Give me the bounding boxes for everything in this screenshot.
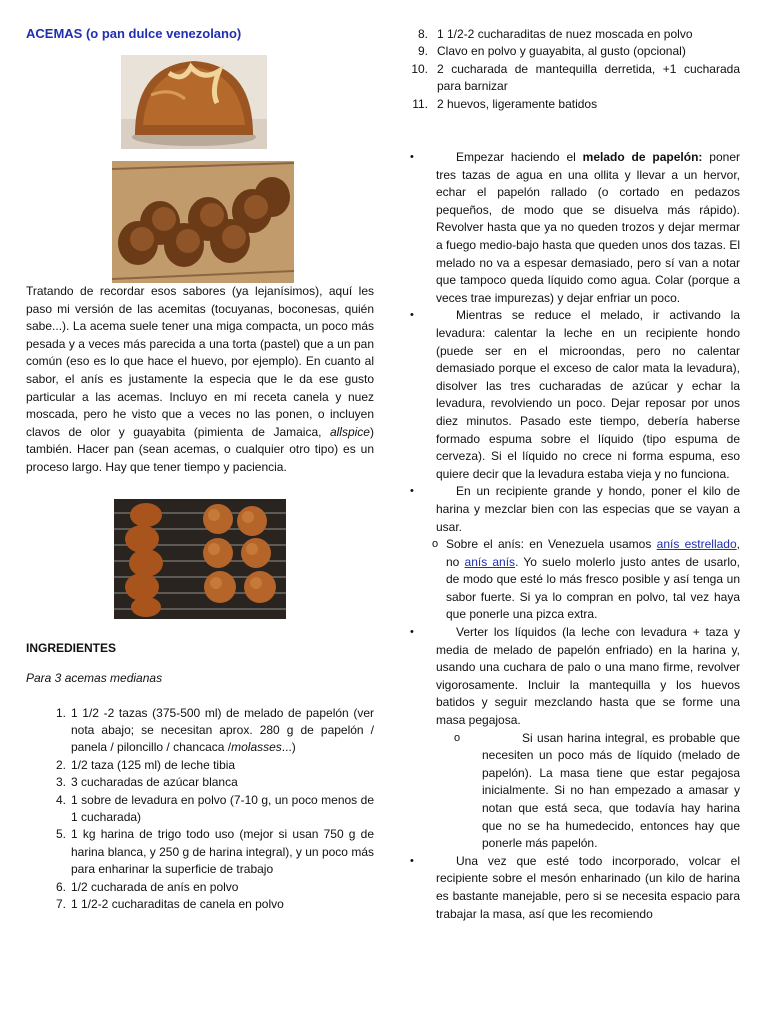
circle-bullet-icon: o (432, 538, 439, 551)
step-amasar (410, 853, 740, 923)
note-anis (426, 536, 740, 624)
item-text: 1 kg harina de trigo todo uso (mejor si usan 750 g de harina blanca, y 250 g de harina integral), y un poco más para enharinar la superficie de trabajo (71, 827, 374, 877)
item-number: 9. (417, 44, 428, 59)
step-text: Mientras se reduce el melado, ir activando la levadura: calentar la leche en un recipiente hondo (puede ser en el microondas, pero no calentar demasiado porque el exceso de calor mata la levadura), disolver las tres cucharadas de azúcar y echar la levadura, revolviendo un poco. Dejar reposar por unos diez minutos. Pasado este tiempo, debería haberse formado espuma sobre el líquido (tipo espuma de cerveza). Si el líquido no crece ni forma espuma, eso quiere decir que la levadura estaba vieja y no funciona. (436, 308, 740, 481)
item-number: 2. (55, 757, 66, 772)
intro-text-1: Tratando de recordar esos sabores (ya lejanísimos), aquí les paso mi versión de las acemitas (tocuyanas, boconesas, quién sabe...). La acema suele tener una miga compacta, un poco más pesada y a veces más parecida a una torta (pastel) que a un pan común (eso es lo que hace el huevo, por ejemplo). En cuanto al sabor, el anís es justamente la especia que le da ese gusto particular a las acemas. Incluyo en mi receta canela y nuez moscada, pero he visto que a veces no las ponen, o incluyen clavos de olor y guayabita (pimienta de Jamaica, (26, 284, 374, 439)
bullet-icon: • (410, 626, 414, 639)
link-anis-estrellado[interactable]: anís estrellado (656, 537, 737, 552)
list-item (410, 96, 740, 113)
list-item (26, 826, 374, 878)
list-item (410, 26, 740, 43)
step-levadura (410, 307, 740, 483)
list-item (26, 879, 374, 896)
item-text: Clavo en polvo y guayabita, al gusto (opcional) (437, 44, 686, 59)
bullet-icon: • (410, 309, 414, 322)
right-column (410, 26, 740, 923)
item-text: 1 1/2-2 cucharaditas de canela en polvo (71, 897, 284, 911)
item-text: 3 cucharadas de azúcar blanca (71, 775, 238, 790)
item-number: 5. (55, 827, 66, 842)
note-text: Si usan harina integral, es probable que necesiten un poco más de líquido (melado de papelón). La masa tiene que estar pegajosa inicialmente. Si no han empezado a amasar y notan que está seca, que todavía hay harina que no se ha humedecido, entonces hay que ponerle más papelón. (482, 730, 740, 851)
item-text: 1/2 cucharada de anís en polvo (71, 879, 239, 894)
step-text: Verter los líquidos (la leche con levadura + taza y media de melado de papelón enfriado) en la harina y, usando una cuchara de palo o una mano firme, revolver vigorosamente. Incluir la mantequilla y los huevos batidos y seguir mezclando hasta que se forme una masa pegajosa. (436, 625, 740, 728)
ingredients-list (26, 705, 374, 914)
recipe-title: ACEMAS (o pan dulce venezolano) (26, 26, 242, 41)
item-number: 11. (412, 96, 428, 111)
item-number: 8. (417, 27, 428, 41)
bullet-icon: • (410, 151, 414, 164)
list-item (26, 774, 374, 791)
note-text: . Yo suelo molerlo justo antes de usarlo, de modo que esté lo más fresco posible y así tenga un sabor fuerte. Si ya lo compran en polvo, tal vez haya que ponerle una pizca extra. (446, 554, 740, 622)
list-item (26, 896, 374, 913)
list-item (26, 705, 374, 757)
item-text: 2 huevos, ligeramente batidos (437, 96, 598, 111)
intro-text-2: ) también. Hacer pan (sean acemas, o cualquier otro tipo) es un proceso largo. Hay que tener tiempo y paciencia. (26, 424, 374, 474)
round-bread-photo (121, 55, 267, 149)
step-text: En un recipiente grande y hondo, poner el kilo de harina y mezclar bien con las especias que se vayan a usar. (436, 484, 740, 534)
ingredients-subtitle: Para 3 acemas medianas (26, 670, 163, 685)
item-number: 10. (411, 61, 428, 76)
list-item (410, 61, 740, 96)
left-column (26, 26, 374, 913)
note-text: Sobre el anís: en Venezuela usamos (446, 537, 652, 552)
step-bold: melado de papelón: (582, 150, 703, 165)
item-text: 1 sobre de levadura en polvo (7-10 g, un poco menos de 1 cucharada) (71, 792, 374, 824)
ingredients-heading: INGREDIENTES (26, 640, 117, 655)
intro-allspice: allspice (329, 424, 370, 439)
item-tail: ...) (281, 740, 296, 755)
bullet-icon: • (410, 854, 414, 867)
list-item (26, 792, 374, 827)
step-melado (410, 149, 740, 307)
bullet-icon: • (410, 485, 414, 498)
step-text: poner tres tazas de agua en una ollita y llevar a un hervor, echar el papelón rallado (o cortado en pedazos pequeños, de modo que se disuelva más rápido). Revolver hasta que ya no queden trozos y dejar mermar a fuego medio-bajo hasta que queden unos dos tazas. El melado no va a espesar demasiado, pero sí van a notar que tampoco queda líquido como agua. Colar (porque a veces trae impurezas) y dejar enfriar un poco. (436, 150, 740, 305)
item-number: 4. (55, 792, 66, 807)
item-italic: molasses (231, 740, 282, 755)
item-text: 2 cucharada de mantequilla derretida, +1 cucharada para barnizar (437, 61, 740, 94)
list-item (26, 757, 374, 774)
braided-bread-photo (112, 161, 294, 283)
item-number: 7. (55, 897, 66, 911)
note-harina-integral (454, 730, 740, 853)
item-number: 6. (55, 879, 66, 894)
list-item (410, 43, 740, 60)
step-text: Una vez que esté todo incorporado, volcar el recipiente sobre el mesón enharinado (un kilo de harina es bastante manejable, pero si se necesita espacio para trabajar la masa, así que les recomiendo (436, 853, 740, 921)
item-number: 3. (55, 775, 66, 790)
circle-bullet-icon: o (454, 731, 461, 744)
link-anis-anis[interactable]: anís anís (464, 554, 516, 569)
intro-paragraph (26, 283, 374, 477)
bread-rolls-on-rack-photo (114, 499, 286, 619)
note-text: , no (446, 537, 741, 569)
step-liquidos (410, 624, 740, 730)
item-number: 1. (55, 705, 66, 720)
ingredients-list-continued (410, 26, 740, 113)
step-harina (410, 483, 740, 536)
step-text: Empezar haciendo el (456, 150, 576, 165)
item-text: 1 1/2-2 cucharaditas de nuez moscada en polvo (437, 27, 693, 41)
item-text: 1 1/2 -2 tazas (375-500 ml) de melado de papelón (ver nota abajo; se necesitan aprox. 280 g de papelón / panela / piloncillo / chancaca / (71, 705, 374, 755)
item-text: 1/2 taza (125 ml) de leche tibia (71, 757, 236, 772)
